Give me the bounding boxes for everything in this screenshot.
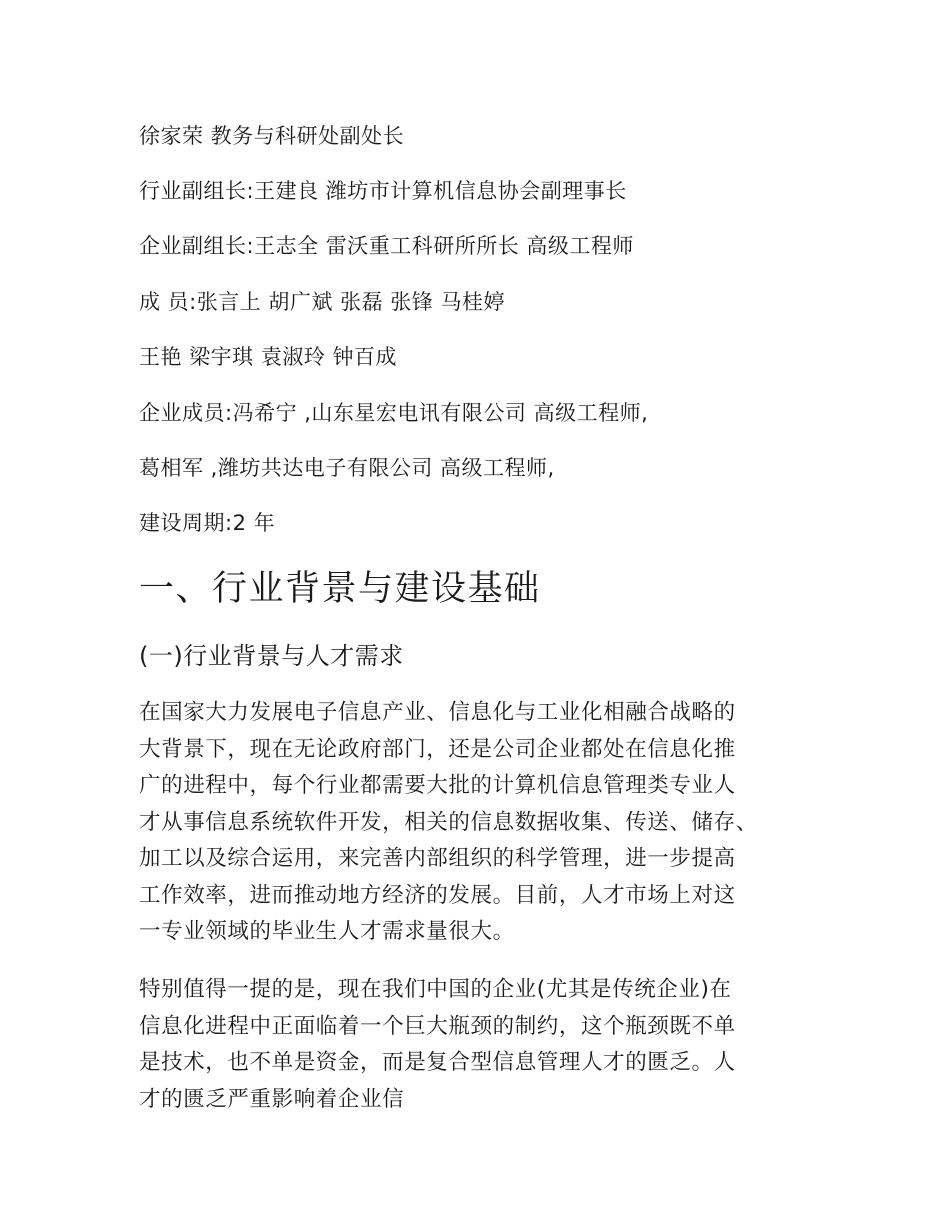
member-line-enterprise-deputy: 企业副组长:王志全 雷沃重工科研所所长 高级工程师 <box>139 234 634 258</box>
paragraph-line: 大背景下，现在无论政府部门，还是公司企业都处在信息化推 <box>139 736 736 762</box>
paragraph-line: 才从事信息系统软件开发，相关的信息数据收集、传送、储存、 <box>139 809 758 835</box>
section-heading: 一、行业背景与建设基础 <box>139 569 541 609</box>
member-line-enterprise-member-2: 葛相军 ,潍坊共达电子有限公司 高级工程师, <box>139 456 555 480</box>
paragraph-line: 一专业领域的毕业生人才需求量很大。 <box>139 919 515 944</box>
paragraph-line: 才的匮乏严重影响着企业信 <box>139 1086 405 1112</box>
member-line-industry-deputy: 行业副组长:王建良 潍坊市计算机信息协会副理事长 <box>139 179 627 203</box>
paragraph-line: 信息化进程中正面临着一个巨大瓶颈的制约，这个瓶颈既不单 <box>139 1013 736 1039</box>
paragraph-industry-background <box>139 695 811 951</box>
paragraph-line: 在国家大力发展电子信息产业、信息化与工业化相融合战略的 <box>139 700 736 725</box>
member-line-members: 成 员:张言上 胡广斌 张磊 张锋 马桂婷 <box>139 290 505 314</box>
paragraph-line: 是技术，也不单是资金，而是复合型信息管理人才的匮乏。人 <box>139 1050 736 1075</box>
member-line-enterprise-member-1: 企业成员:冯希宁 ,山东星宏电讯有限公司 高级工程师, <box>139 401 649 425</box>
subsection-heading: (一)行业背景与人才需求 <box>139 642 404 670</box>
paragraph-line: 特别值得一提的是，现在我们中国的企业(尤其是传统企业)在 <box>139 977 732 1002</box>
member-line-members-cont: 王艳 梁宇琪 袁淑玲 钟百成 <box>139 345 398 369</box>
construction-period: 建设周期:2 年 <box>139 511 276 535</box>
paragraph-line: 加工以及综合运用，来完善内部组织的科学管理，进一步提高 <box>139 846 736 871</box>
member-line-vice-director: 徐家荣 教务与科研处副处长 <box>139 124 405 148</box>
paragraph-line: 工作效率，进而推动地方经济的发展。目前，人才市场上对这 <box>139 882 736 908</box>
paragraph-talent-shortage <box>139 972 811 1118</box>
paragraph-line: 广的进程中，每个行业都需要大批的计算机信息管理类专业人 <box>139 773 736 798</box>
